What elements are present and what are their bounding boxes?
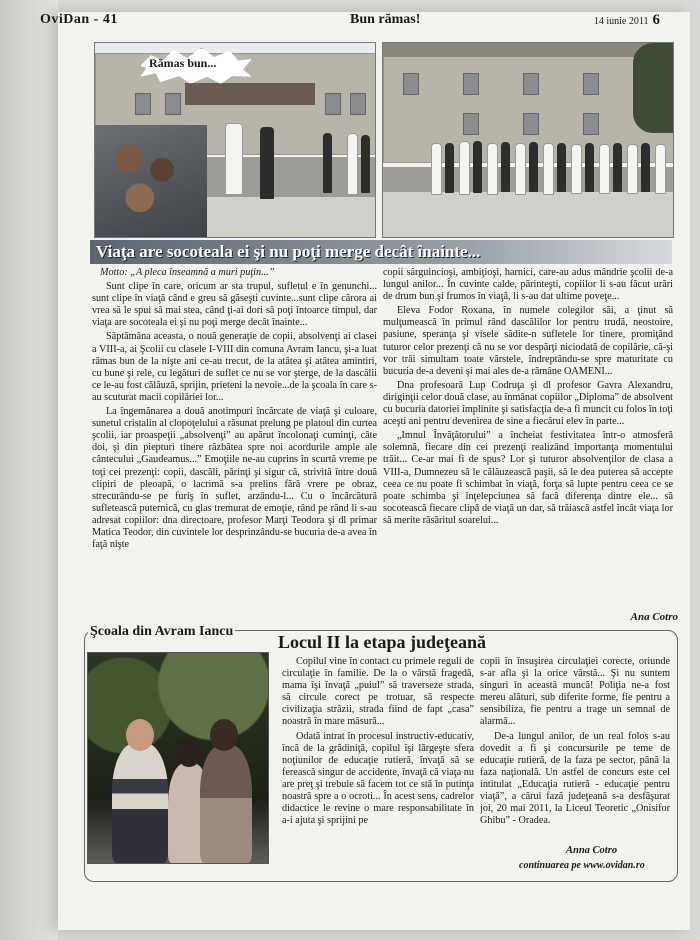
paragraph: Sunt clipe în care, oricum ar sta trupul, sufletul e în genunchi... sunt clipe în viaţă când e greu să găseşti cuvinte...sunt clipe cărora ai vrea să le spui să mai stea, când ţi-ai dori să poţi întoarce timpul, dar viaţa are socoteala ei şi nu poţi merge decât înainte...: [92, 281, 377, 329]
issue-date: [594, 12, 660, 29]
article1-signature: Ana Cotro: [630, 611, 678, 623]
paragraph: De-a lungul anilor, de un real folos s-au dovedit a fi şi concursurile pe teme de educaţie rutieră, de la faza pe sector, până la faza naţională. Un astfel de concurs este cel intitulat „Educaţia rutieră - educaţie pentru viaţă”, a cărui fază judeţeană s-a desfăşurat joi, 20 mai 2011, la Liceul Teoretic „Onisifor Ghibu” - Oradea.: [480, 730, 670, 827]
continuation-link[interactable]: continuarea pe www.ovidan.ro: [519, 860, 645, 871]
motto: Motto: „A pleca înseamnă a muri puţin...”: [100, 267, 275, 278]
page-number: 6: [652, 12, 660, 28]
paragraph: Săptămâna aceasta, o nouă generaţie de copii, absolvenţi ai clasei a VIII-a, ai Şcolii cu clasele I-VIII din comuna Avram Iancu, şi-a luat rămas bun de la nişte ani ce-au trecut, de la atâtea şi atâtea amintiri, cu bune şi rele, cu legături de suflet ce nu se vor şterge, de la dascălii ce le-au fost călăuză, sprijin, prieteni la nevoie...de la şcoala în care s-au scuturat macii copilăriei lor...: [92, 331, 377, 403]
page-header: [40, 8, 660, 30]
publication-name: OviDan - 41: [40, 12, 118, 27]
article1-column-2: [383, 267, 673, 625]
article2-signature: Anna Cotro: [566, 845, 618, 856]
article2-column-1: [282, 656, 474, 868]
article2-title: Locul II la etapa judeţeană: [278, 632, 487, 652]
paragraph: Odată intrat în procesul instructiv-educativ, încă de la grădiniţă, copilul îşi lărgeşte sfera noţiunilor de educaţie rutieră, învaţă să se ferească singur de accidente, învaţă că viaţa nu are preţ şi trebuie să facem tot ce stă în putinţa noastră spre a o ocroti... În acest sens, cadrelor didactice le revine o mare responsabilitate în a-i ajuta şi sprijini pe: [282, 730, 474, 827]
headline-bar: [90, 240, 672, 264]
paragraph: „Imnul Învăţătorului” a încheiat festivitatea într-o atmosferă solemnă, fiecare din cei prezenţi realizând importanţa momentului trăit... Ce-ar mai fi de spus? Lor şi tuturor absolvenţilor de clasa a VIII-a, Dumnezeu să le călăuzească paşii, să le dea puterea să accepte ceea ce nu poate fi schimbat în viaţă, forţa să lupte pentru ceea ce se poate schimba şi înţelepciunea să facă diferenţa dintre ele... să socotească fiecare clipă de viaţă un dar, să trăiască astfel încât viaţa lor să merite răsăritul soarelui...: [383, 430, 673, 526]
article2-column-2: [480, 656, 670, 868]
paragraph: copii sârguincioşi, ambiţioşi, harnici, care-au adus mândrie şcolii de-a lungul anilor... În cuvinte calde, părinteşti, copiilor li s-au făcut urări de drum bun şi frumos în viaţă, li s-au dat ultime poveţe...: [383, 267, 673, 303]
photo-students: [87, 652, 269, 864]
paragraph: copii în însuşirea circulaţiei corecte, oriunde s-ar afla şi la orice vârstă... Şi nu suntem singuri în această muncă! Poliţia ne-a fost mereu alături, sub diferite forme, fie pentru a sensibiliza, fie pentru a trage un semnal de alarmă...: [480, 656, 670, 728]
article2-kicker: Şcoala din Avram Iancu: [90, 624, 234, 639]
date-text: 14 iunie 2011: [593, 16, 649, 27]
paragraph: Eleva Fodor Roxana, în numele colegilor săi, a ţinut să mulţumească în primul rând dascălilor lor pentru trudă, neostoire, pasiune, speranţa şi visele sădite-n sufletele lor tinere, promiţând tuturor celor prezenţi că nu se vor despărţi niciodată de copilărie, că-şi vor trăi simultam toate vârstele, îndreptându-se spre maturitate cu bucuria de-a deveni şi mai ales de-a rămâne OAMENI...: [383, 305, 673, 377]
section-title: Bun rămas!: [350, 12, 421, 27]
headline: Viaţa are socoteala ei şi nu poţi merge decât înainte...: [96, 242, 481, 261]
photo-ceremony-right: [382, 42, 674, 238]
page-edge: [0, 0, 58, 940]
paragraph: La îngemănarea a două anotimpuri încărcate de viaţă şi culoare, sunetul cristalin al clopoţelului a răsunat prelung pe platoul din curtea şcolii, iar proaspeţii „absolvenţi” au apărut încolonaţi cuminţi, câte doi, şi din piepturi tinere răzbătea spre noi acordurile ample ale cântecului „Gaudeamus...” Emoţiile ne-au cuprins în scurtă vreme pe toţi cei prezenţi: copii, dascăli, părinţi şi sigur că, strivită între două clipiri de pleoapă, o lacrimă s-a prelins fără vrere pe obraz, strecurându-se pe furiş în suflet, arzându-l... Cu o încărcătură sufletească puternică, cu glas tremurat de emoţie, rând pe rând li s-au adresat copiilor: dna directoare, profesor Marţi Teodora şi dl primar Matica Teodor, din cuvintele lor desprinzându-se bucuria de-a avea în faţă nişte: [92, 406, 377, 551]
paragraph: Copilul vine în contact cu primele reguli de circulaţie în familie. De la o vârstă fragedă, mama îşi învaţă „puiul” să traverseze strada, să circule corect pe trotuar, să respecte civilizaţia străzii, strada fiind de fapt „casa” noastră în mare măsură...: [282, 656, 474, 728]
article1-column-1: [92, 267, 377, 625]
paragraph: Dna profesoară Lup Codruţa şi dl profesor Gavra Alexandru, diriginţii celor două clase, au înmânat copiilor „Diploma” de absolvent cu bucuria datoriei împlinite şi satisfacţia de-a fi muncit cu folos în toţi aceşti ani pentru devenirea de sine a fiecărui elev în parte...: [383, 379, 673, 428]
photo-caption: Rămas bun...: [149, 56, 217, 70]
